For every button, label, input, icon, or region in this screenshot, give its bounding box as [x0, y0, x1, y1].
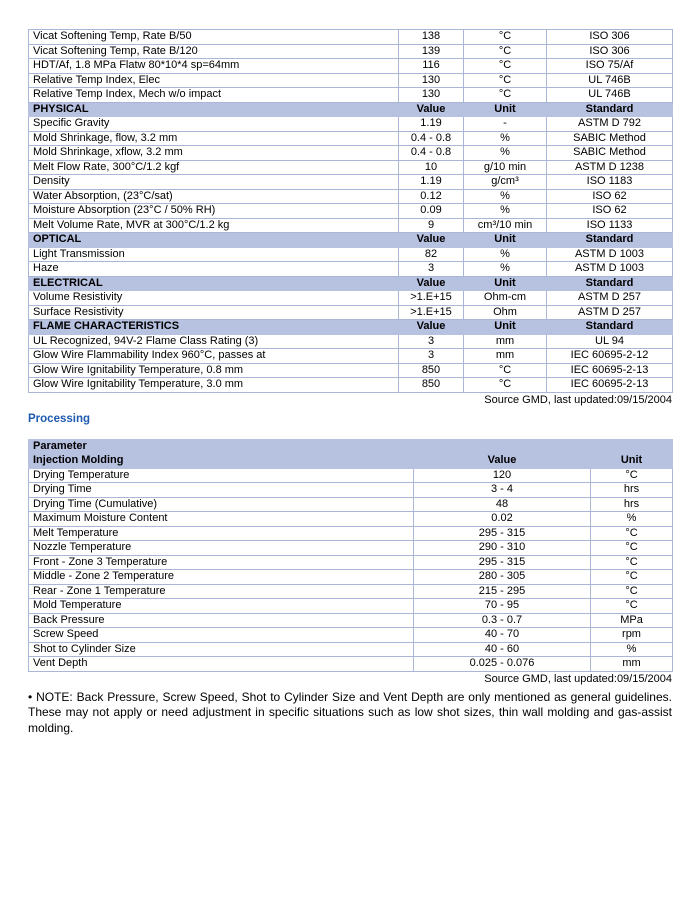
standard-header-cell: Standard — [547, 276, 673, 291]
standard-cell: IEC 60695-2-12 — [547, 349, 673, 364]
property-row — [29, 88, 673, 103]
value-cell: 850 — [399, 378, 464, 393]
standard-cell: ASTM D 792 — [547, 117, 673, 132]
value-cell: 139 — [399, 44, 464, 59]
property-cell: Relative Temp Index, Mech w/o impact — [29, 88, 399, 103]
unit-cell: MPa — [591, 613, 673, 628]
parameter-row — [29, 512, 673, 527]
property-row — [29, 59, 673, 74]
value-cell: 138 — [399, 30, 464, 45]
standard-cell: IEC 60695-2-13 — [547, 363, 673, 378]
standard-cell: UL 746B — [547, 73, 673, 88]
value-cell: 0.025 - 0.076 — [414, 657, 591, 672]
parameter-row — [29, 541, 673, 556]
parameter-row — [29, 468, 673, 483]
property-row — [29, 30, 673, 45]
value-header-cell: Value — [414, 454, 591, 469]
value-header-cell: Value — [399, 320, 464, 335]
parameter-cell: Melt Temperature — [29, 526, 414, 541]
property-row — [29, 131, 673, 146]
property-cell: Surface Resistivity — [29, 305, 399, 320]
value-cell: 40 - 60 — [414, 642, 591, 657]
standard-cell: SABIC Method — [547, 146, 673, 161]
property-row — [29, 175, 673, 190]
parameter-cell: Front - Zone 3 Temperature — [29, 555, 414, 570]
unit-cell: mm — [591, 657, 673, 672]
value-cell: 70 - 95 — [414, 599, 591, 614]
unit-cell: hrs — [591, 497, 673, 512]
value-cell: 82 — [399, 247, 464, 262]
injection-molding-header-cell: Injection Molding — [29, 454, 414, 469]
value-cell: 280 - 305 — [414, 570, 591, 585]
section-title-cell: OPTICAL — [29, 233, 399, 248]
value-cell: 40 - 70 — [414, 628, 591, 643]
standard-cell: ISO 75/Af — [547, 59, 673, 74]
value-cell: 10 — [399, 160, 464, 175]
value-cell: 130 — [399, 73, 464, 88]
value-header-cell: Value — [399, 233, 464, 248]
standard-cell: SABIC Method — [547, 131, 673, 146]
standard-header-cell: Standard — [547, 102, 673, 117]
property-cell: Specific Gravity — [29, 117, 399, 132]
unit-header-cell: Unit — [464, 102, 547, 117]
unit-cell: °C — [464, 378, 547, 393]
unit-cell: rpm — [591, 628, 673, 643]
value-cell: 116 — [399, 59, 464, 74]
standard-cell: UL 746B — [547, 88, 673, 103]
unit-cell: g/cm³ — [464, 175, 547, 190]
property-cell: Glow Wire Ignitability Temperature, 0.8 mm — [29, 363, 399, 378]
section-title-cell: PHYSICAL — [29, 102, 399, 117]
property-cell: HDT/Af, 1.8 MPa Flatw 80*10*4 sp=64mm — [29, 59, 399, 74]
unit-cell: mm — [464, 349, 547, 364]
unit-cell: % — [464, 204, 547, 219]
value-cell: 3 - 4 — [414, 483, 591, 498]
unit-cell: mm — [464, 334, 547, 349]
parameter-row — [29, 483, 673, 498]
parameter-cell: Drying Temperature — [29, 468, 414, 483]
property-row — [29, 204, 673, 219]
parameter-cell: Middle - Zone 2 Temperature — [29, 570, 414, 585]
property-row — [29, 378, 673, 393]
value-cell: 48 — [414, 497, 591, 512]
standard-header-cell: Standard — [547, 320, 673, 335]
property-row — [29, 334, 673, 349]
section-header-row — [29, 233, 673, 248]
unit-cell: °C — [464, 88, 547, 103]
unit-header-cell: Unit — [591, 454, 673, 469]
value-cell: 0.4 - 0.8 — [399, 146, 464, 161]
property-row — [29, 44, 673, 59]
property-cell: Haze — [29, 262, 399, 277]
property-row — [29, 363, 673, 378]
datasheet-page-content — [28, 29, 672, 736]
property-cell: Melt Volume Rate, MVR at 300°C/1.2 kg — [29, 218, 399, 233]
parameter-row — [29, 497, 673, 512]
parameter-row — [29, 613, 673, 628]
property-cell: Glow Wire Flammability Index 960°C, passes at — [29, 349, 399, 364]
value-cell: 290 - 310 — [414, 541, 591, 556]
property-cell: Mold Shrinkage, xflow, 3.2 mm — [29, 146, 399, 161]
unit-cell: % — [464, 146, 547, 161]
unit-cell: cm³/10 min — [464, 218, 547, 233]
value-cell: >1.E+15 — [399, 305, 464, 320]
unit-cell: Ohm-cm — [464, 291, 547, 306]
property-cell: Relative Temp Index, Elec — [29, 73, 399, 88]
source-note-processing: Source GMD, last updated:09/15/2004 — [484, 672, 672, 685]
value-cell: 0.3 - 0.7 — [414, 613, 591, 628]
standard-cell: ISO 306 — [547, 30, 673, 45]
parameter-cell: Maximum Moisture Content — [29, 512, 414, 527]
standard-cell: IEC 60695-2-13 — [547, 378, 673, 393]
unit-cell: °C — [464, 73, 547, 88]
unit-cell: °C — [464, 59, 547, 74]
value-cell: 3 — [399, 334, 464, 349]
property-cell: Volume Resistivity — [29, 291, 399, 306]
parameter-row — [29, 555, 673, 570]
standard-cell: ASTM D 1003 — [547, 262, 673, 277]
standard-header-cell: Standard — [547, 233, 673, 248]
property-cell: Mold Shrinkage, flow, 3.2 mm — [29, 131, 399, 146]
value-cell: 1.19 — [399, 175, 464, 190]
property-row — [29, 247, 673, 262]
column-header-row — [29, 454, 673, 469]
value-cell: >1.E+15 — [399, 291, 464, 306]
section-header-row — [29, 320, 673, 335]
value-cell: 3 — [399, 349, 464, 364]
unit-cell: °C — [464, 30, 547, 45]
section-title-cell: ELECTRICAL — [29, 276, 399, 291]
value-cell: 1.19 — [399, 117, 464, 132]
unit-cell: °C — [464, 363, 547, 378]
parameter-cell: Drying Time — [29, 483, 414, 498]
value-header-cell: Value — [399, 102, 464, 117]
unit-header-cell: Unit — [464, 320, 547, 335]
parameter-row — [29, 642, 673, 657]
section-header-row — [29, 102, 673, 117]
unit-cell: % — [591, 642, 673, 657]
standard-cell: ASTM D 1238 — [547, 160, 673, 175]
unit-cell: °C — [591, 584, 673, 599]
properties-table — [28, 29, 673, 393]
unit-cell: Ohm — [464, 305, 547, 320]
value-cell: 0.02 — [414, 512, 591, 527]
standard-cell: ASTM D 257 — [547, 305, 673, 320]
property-cell: Vicat Softening Temp, Rate B/50 — [29, 30, 399, 45]
property-row — [29, 189, 673, 204]
standard-cell: ASTM D 257 — [547, 291, 673, 306]
property-row — [29, 291, 673, 306]
source-note-properties: Source GMD, last updated:09/15/2004 — [484, 393, 672, 406]
value-cell: 0.4 - 0.8 — [399, 131, 464, 146]
parameter-row — [29, 584, 673, 599]
property-row — [29, 218, 673, 233]
unit-cell: g/10 min — [464, 160, 547, 175]
property-row — [29, 349, 673, 364]
parameter-header-row — [29, 439, 673, 454]
unit-cell: % — [464, 189, 547, 204]
processing-table — [28, 439, 673, 672]
property-cell: Glow Wire Ignitability Temperature, 3.0 mm — [29, 378, 399, 393]
unit-cell: % — [591, 512, 673, 527]
parameter-cell: Screw Speed — [29, 628, 414, 643]
property-row — [29, 305, 673, 320]
unit-cell: hrs — [591, 483, 673, 498]
value-cell: 850 — [399, 363, 464, 378]
property-cell: Moisture Absorption (23°C / 50% RH) — [29, 204, 399, 219]
section-header-row — [29, 276, 673, 291]
property-cell: Water Absorption, (23°C/sat) — [29, 189, 399, 204]
unit-cell: °C — [591, 526, 673, 541]
value-cell: 295 - 315 — [414, 555, 591, 570]
parameter-cell: Nozzle Temperature — [29, 541, 414, 556]
unit-cell: °C — [591, 599, 673, 614]
footnote: • NOTE: Back Pressure, Screw Speed, Shot to Cylinder Size and Vent Depth are only mentioned as general guidelines. These may not apply or need adjustment in specific situations such as low shot sizes, thin wall molding and gas-assist molding. — [28, 689, 672, 735]
property-row — [29, 146, 673, 161]
parameter-cell: Rear - Zone 1 Temperature — [29, 584, 414, 599]
value-cell: 215 - 295 — [414, 584, 591, 599]
parameter-header-cell: Parameter — [29, 439, 673, 454]
property-row — [29, 73, 673, 88]
parameter-cell: Drying Time (Cumulative) — [29, 497, 414, 512]
value-cell: 120 — [414, 468, 591, 483]
parameter-cell: Vent Depth — [29, 657, 414, 672]
section-title-cell: FLAME CHARACTERISTICS — [29, 320, 399, 335]
standard-cell: ISO 1183 — [547, 175, 673, 190]
property-cell: Vicat Softening Temp, Rate B/120 — [29, 44, 399, 59]
parameter-cell: Shot to Cylinder Size — [29, 642, 414, 657]
property-row — [29, 117, 673, 132]
parameter-row — [29, 657, 673, 672]
unit-cell: °C — [591, 570, 673, 585]
value-header-cell: Value — [399, 276, 464, 291]
property-cell: Light Transmission — [29, 247, 399, 262]
standard-cell: ASTM D 1003 — [547, 247, 673, 262]
value-cell: 9 — [399, 218, 464, 233]
unit-header-cell: Unit — [464, 233, 547, 248]
property-row — [29, 160, 673, 175]
parameter-cell: Back Pressure — [29, 613, 414, 628]
unit-cell: °C — [591, 555, 673, 570]
value-cell: 3 — [399, 262, 464, 277]
parameter-row — [29, 628, 673, 643]
unit-cell: °C — [591, 468, 673, 483]
unit-header-cell: Unit — [464, 276, 547, 291]
processing-section-heading: Processing — [28, 412, 90, 425]
unit-cell: % — [464, 131, 547, 146]
parameter-row — [29, 570, 673, 585]
unit-cell: °C — [591, 541, 673, 556]
standard-cell: ISO 62 — [547, 204, 673, 219]
parameter-row — [29, 599, 673, 614]
unit-cell: % — [464, 247, 547, 262]
value-cell: 0.09 — [399, 204, 464, 219]
value-cell: 0.12 — [399, 189, 464, 204]
property-cell: Density — [29, 175, 399, 190]
standard-cell: ISO 62 — [547, 189, 673, 204]
unit-cell: °C — [464, 44, 547, 59]
value-cell: 130 — [399, 88, 464, 103]
parameter-row — [29, 526, 673, 541]
property-row — [29, 262, 673, 277]
value-cell: 295 - 315 — [414, 526, 591, 541]
unit-cell: - — [464, 117, 547, 132]
standard-cell: ISO 1133 — [547, 218, 673, 233]
property-cell: Melt Flow Rate, 300°C/1.2 kgf — [29, 160, 399, 175]
standard-cell: UL 94 — [547, 334, 673, 349]
unit-cell: % — [464, 262, 547, 277]
standard-cell: ISO 306 — [547, 44, 673, 59]
property-cell: UL Recognized, 94V-2 Flame Class Rating (3) — [29, 334, 399, 349]
parameter-cell: Mold Temperature — [29, 599, 414, 614]
